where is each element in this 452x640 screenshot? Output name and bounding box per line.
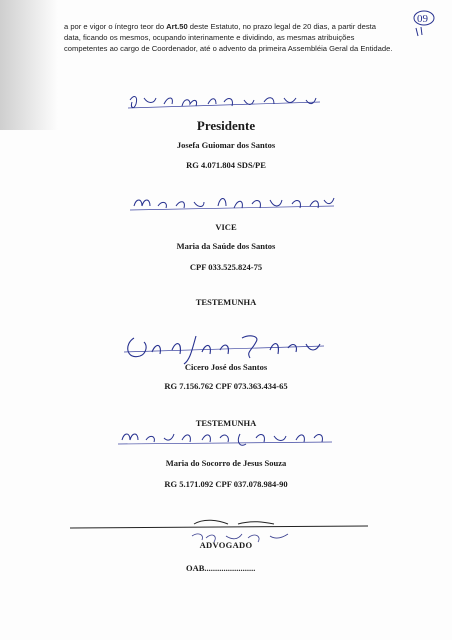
paragraph-part-2: deste Estatuto, no prazo legal de 20 dias, a partir desta data, ficando os mesmos, ocupando interinamente e dividindo, as mesmas atribuições competentes ao cargo de Coordenador, até o advento da primeira Assembléia Geral da Entidade. (64, 21, 393, 53)
testemunha-2-document: RG 5.171.092 CPF 037.078.984-90 (164, 479, 288, 489)
signature-testemunha-2 (116, 428, 336, 450)
page-number-mark (402, 8, 442, 38)
signature-testemunha-1 (120, 330, 330, 366)
paragraph-part-1: a por e vigor o íntegro teor do (64, 21, 167, 31)
oab-field (186, 563, 255, 573)
vice-document: CPF 033.525.824-75 (189, 262, 263, 272)
oab-label: OAB........................ (186, 563, 256, 573)
signature-presidente (124, 92, 324, 114)
title-presidente: Presidente (196, 118, 256, 133)
testemunha-1-document: RG 7.156.762 CPF 073.363.434-65 (164, 381, 288, 391)
advogado-role: ADVOGADO (199, 540, 253, 550)
signature-vice (128, 194, 338, 216)
testemunha-1-name: Cicero José dos Santos (184, 362, 268, 372)
testemunha-2-role: TESTEMUNHA (195, 418, 257, 428)
testemunha-2-name: Maria do Socorro de Jesus Souza (165, 458, 287, 468)
testemunha-1-role: TESTEMUNHA (195, 297, 257, 307)
vice-name: Maria da Saúde dos Santos (176, 241, 276, 251)
page-number-text: 09 (417, 13, 428, 25)
opening-paragraph (64, 21, 394, 54)
presidente-document: RG 4.071.804 SDS/PE (186, 160, 266, 170)
scan-edge-shadow (0, 0, 58, 130)
paragraph-article-ref: Art.50 (166, 21, 188, 31)
vice-role: VICE (215, 222, 237, 232)
presidente-name: Josefa Guiomar dos Santos (176, 140, 276, 150)
